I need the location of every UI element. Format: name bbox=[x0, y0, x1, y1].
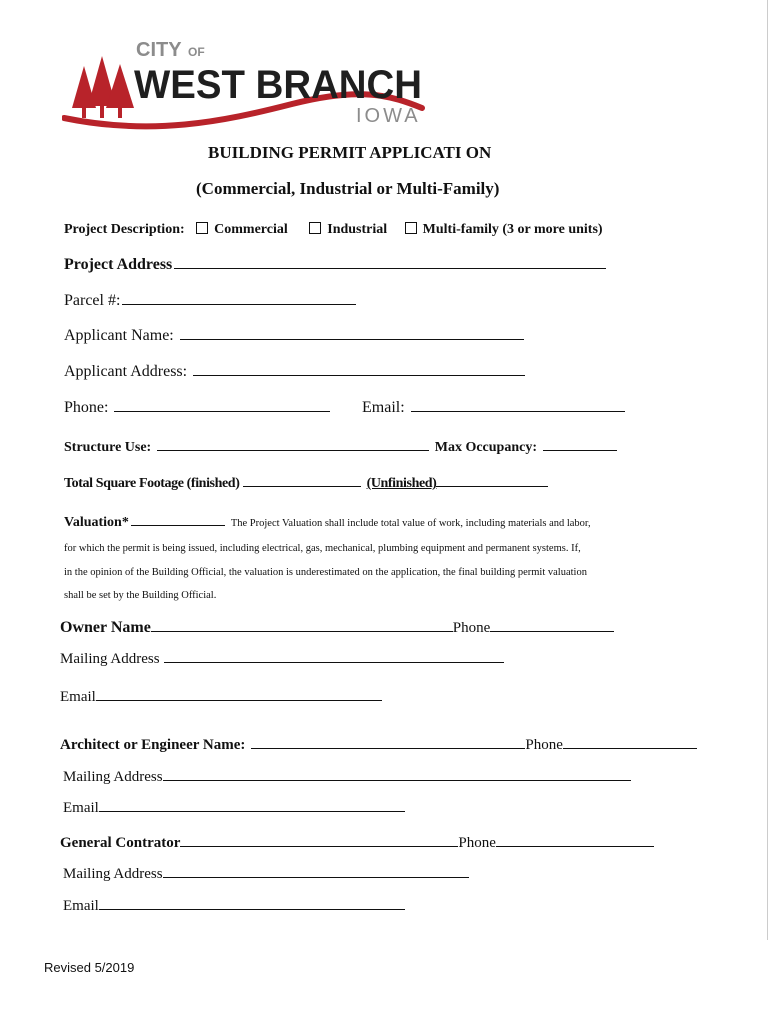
email-row bbox=[362, 399, 625, 417]
contractor-name-label: General Contrator bbox=[60, 835, 181, 851]
architect-phone-label: Phone bbox=[525, 737, 563, 753]
form-subtitle: (Commercial, Industrial or Multi-Family) bbox=[196, 179, 500, 198]
structure-use-label: Structure Use: bbox=[64, 440, 152, 455]
valuation-note-line4: shall be set by the Building Official. bbox=[64, 590, 217, 601]
phone-row bbox=[64, 399, 330, 417]
applicant-name-label: Applicant Name: bbox=[64, 327, 174, 344]
contractor-mailing-row bbox=[63, 866, 469, 883]
applicant-name-field[interactable] bbox=[180, 338, 524, 340]
contractor-mailing-field[interactable] bbox=[163, 876, 469, 878]
parcel-field[interactable] bbox=[122, 303, 356, 305]
trees-icon bbox=[72, 56, 134, 118]
parcel-row bbox=[64, 292, 356, 310]
architect-name-row bbox=[60, 737, 697, 754]
project-address-row bbox=[64, 256, 606, 274]
owner-mailing-label: Mailing Address bbox=[60, 651, 160, 667]
logo-state: IOWA bbox=[356, 105, 421, 127]
option-commercial[interactable]: Commercial bbox=[196, 222, 288, 237]
owner-name-field[interactable] bbox=[151, 630, 453, 632]
architect-name-field[interactable] bbox=[251, 747, 525, 749]
valuation-field[interactable] bbox=[131, 524, 225, 526]
unfinished-label: (Unfinished) bbox=[366, 476, 437, 491]
parcel-label: Parcel #: bbox=[64, 292, 121, 309]
valuation-note-line2: for which the permit is being issued, including electrical, gas, mechanical, plumbing equipment and permanent systems. If, bbox=[64, 543, 581, 554]
owner-mailing-field[interactable] bbox=[164, 661, 504, 663]
total-sqft-label: Total Square Footage (finished) bbox=[64, 476, 240, 491]
square-footage-row bbox=[64, 476, 548, 492]
applicant-name-row bbox=[64, 327, 524, 345]
revision-footer: Revised 5/2019 bbox=[44, 960, 135, 975]
owner-email-label: Email bbox=[60, 689, 96, 705]
structure-use-row bbox=[64, 440, 617, 456]
contractor-email-field[interactable] bbox=[99, 908, 405, 910]
owner-phone-field[interactable] bbox=[490, 630, 614, 632]
architect-phone-field[interactable] bbox=[563, 747, 697, 749]
architect-mailing-field[interactable] bbox=[163, 779, 631, 781]
valuation-label: Valuation* bbox=[64, 515, 129, 530]
unfinished-sqft-field[interactable] bbox=[436, 485, 548, 487]
logo-city: CITY bbox=[136, 39, 182, 61]
form-title: BUILDING PERMIT APPLICATI ON bbox=[208, 143, 492, 162]
logo-name: WEST BRANCH bbox=[134, 63, 422, 107]
owner-name-label: Owner Name bbox=[60, 619, 151, 636]
valuation-note-line3: in the opinion of the Building Official, the valuation is underestimated on the application, the final building permit valuation bbox=[64, 567, 587, 578]
city-logo bbox=[62, 36, 432, 136]
max-occupancy-label: Max Occupancy: bbox=[434, 440, 537, 455]
checkbox-icon[interactable] bbox=[196, 222, 208, 234]
checkbox-icon[interactable] bbox=[309, 222, 321, 234]
owner-mailing-row bbox=[60, 651, 504, 668]
project-description-row bbox=[64, 222, 603, 238]
architect-email-field[interactable] bbox=[99, 810, 405, 812]
email-field[interactable] bbox=[411, 410, 625, 412]
contractor-name-row bbox=[60, 835, 654, 852]
valuation-row bbox=[64, 513, 591, 531]
contractor-name-field[interactable] bbox=[180, 845, 458, 847]
phone-field[interactable] bbox=[114, 410, 330, 412]
architect-email-label: Email bbox=[63, 800, 99, 816]
option-multi-family[interactable]: Multi-family (3 or more units) bbox=[405, 222, 603, 237]
applicant-address-label: Applicant Address: bbox=[64, 363, 188, 380]
contractor-email-row bbox=[63, 898, 405, 915]
project-description-label: Project Description: bbox=[64, 222, 185, 237]
contractor-mailing-label: Mailing Address bbox=[63, 866, 163, 882]
architect-email-row bbox=[63, 800, 405, 817]
checkbox-icon[interactable] bbox=[405, 222, 417, 234]
page-edge-rule bbox=[767, 0, 768, 940]
owner-name-row bbox=[60, 619, 614, 637]
phone-label: Phone: bbox=[64, 399, 109, 416]
architect-mailing-label: Mailing Address bbox=[63, 769, 163, 785]
architect-mailing-row bbox=[63, 769, 631, 786]
project-address-label: Project Address bbox=[64, 256, 173, 273]
owner-phone-label: Phone bbox=[452, 620, 491, 636]
owner-email-row bbox=[60, 689, 382, 706]
owner-email-field[interactable] bbox=[96, 699, 382, 701]
email-label: Email: bbox=[362, 399, 405, 416]
max-occupancy-field[interactable] bbox=[543, 449, 617, 451]
valuation-note-line1: The Project Valuation shall include total value of work, including materials and labor, bbox=[230, 518, 591, 529]
contractor-phone-label: Phone bbox=[458, 835, 496, 851]
logo-of: OF bbox=[188, 45, 205, 59]
contractor-email-label: Email bbox=[63, 898, 99, 914]
architect-name-label: Architect or Engineer Name: bbox=[60, 737, 246, 753]
contractor-phone-field[interactable] bbox=[496, 845, 654, 847]
finished-sqft-field[interactable] bbox=[243, 485, 361, 487]
structure-use-field[interactable] bbox=[157, 449, 429, 451]
project-address-field[interactable] bbox=[174, 267, 606, 269]
applicant-address-row bbox=[64, 363, 525, 381]
applicant-address-field[interactable] bbox=[193, 374, 525, 376]
option-industrial[interactable]: Industrial bbox=[309, 222, 387, 237]
